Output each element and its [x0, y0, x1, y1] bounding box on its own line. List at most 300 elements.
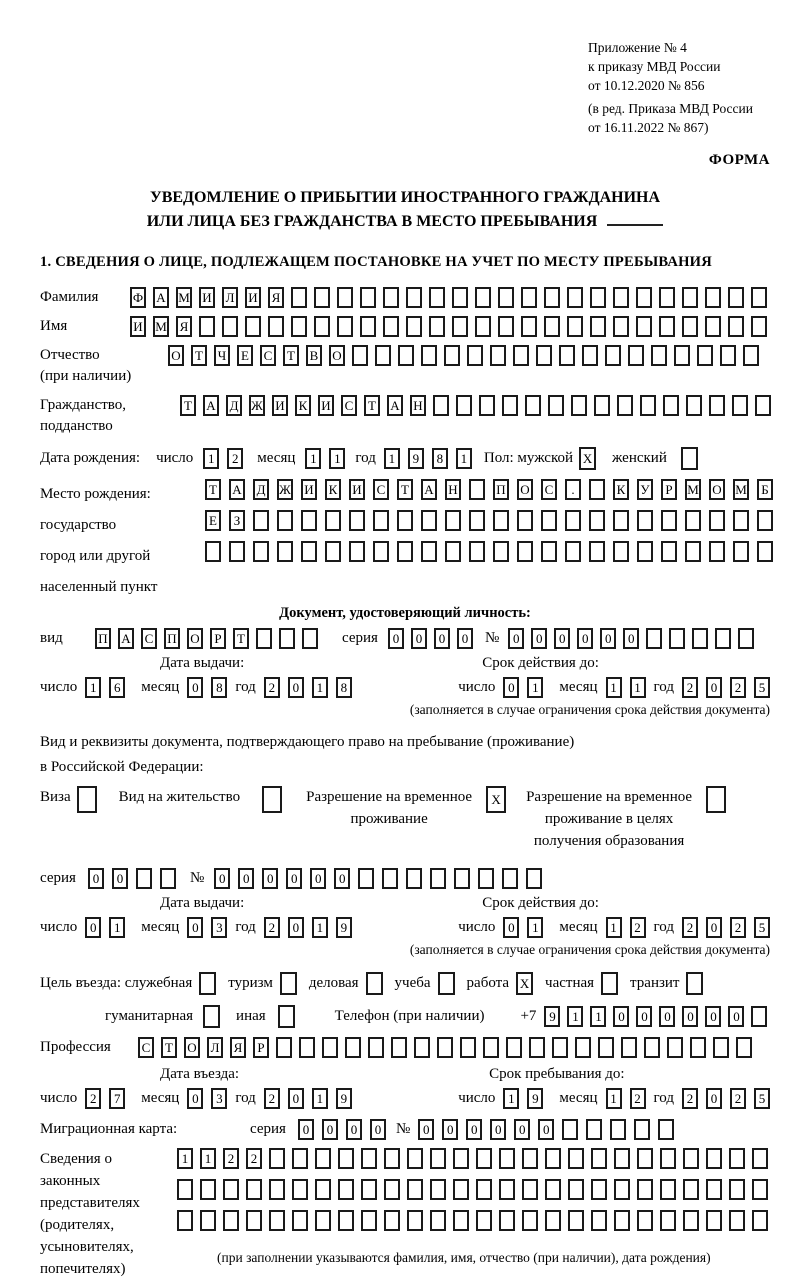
char-cell[interactable]	[729, 1210, 745, 1231]
char-cell[interactable]: 0	[457, 628, 473, 649]
char-cell[interactable]	[437, 1037, 453, 1058]
char-cell[interactable]	[683, 1210, 699, 1231]
char-cell[interactable]: 9	[336, 1088, 352, 1109]
char-cell[interactable]	[690, 1037, 706, 1058]
char-cell[interactable]	[490, 345, 506, 366]
char-cell[interactable]	[384, 1148, 400, 1169]
char-cell[interactable]: 9	[408, 448, 424, 469]
char-cell[interactable]: 9	[544, 1006, 560, 1027]
char-cell[interactable]	[430, 1148, 446, 1169]
checkbox-cell[interactable]	[686, 972, 703, 995]
char-cell[interactable]	[636, 287, 652, 308]
char-cell[interactable]	[568, 1210, 584, 1231]
char-cell[interactable]	[276, 1037, 292, 1058]
char-cell[interactable]	[292, 1210, 308, 1231]
char-cell[interactable]	[498, 287, 514, 308]
char-cell[interactable]	[732, 395, 748, 416]
char-cell[interactable]	[697, 345, 713, 366]
char-cell[interactable]	[222, 316, 238, 337]
char-cell[interactable]: 2	[682, 917, 698, 938]
char-cell[interactable]	[706, 1179, 722, 1200]
char-cell[interactable]	[589, 541, 605, 562]
char-cell[interactable]	[475, 287, 491, 308]
char-cell[interactable]	[200, 1179, 216, 1200]
char-cell[interactable]	[368, 1037, 384, 1058]
char-cell[interactable]: 0	[322, 1119, 338, 1140]
checkbox-cell[interactable]	[199, 972, 216, 995]
char-cell[interactable]	[517, 510, 533, 531]
char-cell[interactable]: О	[517, 479, 533, 500]
char-cell[interactable]	[421, 541, 437, 562]
char-cell[interactable]	[246, 1210, 262, 1231]
char-cell[interactable]: Т	[191, 345, 207, 366]
char-cell[interactable]	[660, 1210, 676, 1231]
char-cell[interactable]: 2	[730, 1088, 746, 1109]
char-cell[interactable]	[757, 541, 773, 562]
char-cell[interactable]	[552, 1037, 568, 1058]
char-cell[interactable]	[610, 1119, 626, 1140]
char-cell[interactable]: 0	[187, 917, 203, 938]
char-cell[interactable]	[476, 1179, 492, 1200]
char-cell[interactable]	[659, 287, 675, 308]
char-cell[interactable]: 2	[223, 1148, 239, 1169]
char-cell[interactable]	[659, 316, 675, 337]
char-cell[interactable]: 0	[418, 1119, 434, 1140]
char-cell[interactable]	[269, 1148, 285, 1169]
char-cell[interactable]: 0	[262, 868, 278, 889]
char-cell[interactable]	[349, 510, 365, 531]
char-cell[interactable]	[391, 1037, 407, 1058]
char-cell[interactable]	[594, 395, 610, 416]
char-cell[interactable]	[291, 287, 307, 308]
char-cell[interactable]	[720, 345, 736, 366]
char-cell[interactable]: М	[685, 479, 701, 500]
char-cell[interactable]: Т	[397, 479, 413, 500]
char-cell[interactable]	[521, 316, 537, 337]
char-cell[interactable]	[545, 1210, 561, 1231]
char-cell[interactable]	[644, 1037, 660, 1058]
char-cell[interactable]	[614, 1148, 630, 1169]
char-cell[interactable]	[223, 1210, 239, 1231]
char-cell[interactable]	[430, 868, 446, 889]
char-cell[interactable]: 6	[109, 677, 125, 698]
char-cell[interactable]: 0	[334, 868, 350, 889]
char-cell[interactable]: П	[164, 628, 180, 649]
char-cell[interactable]: 2	[264, 1088, 280, 1109]
char-cell[interactable]: 5	[754, 1088, 770, 1109]
char-cell[interactable]	[591, 1179, 607, 1200]
char-cell[interactable]	[456, 395, 472, 416]
char-cell[interactable]: 0	[388, 628, 404, 649]
char-cell[interactable]	[660, 1148, 676, 1169]
char-cell[interactable]	[521, 287, 537, 308]
char-cell[interactable]	[177, 1210, 193, 1231]
char-cell[interactable]: 1	[527, 677, 543, 698]
char-cell[interactable]	[314, 316, 330, 337]
char-cell[interactable]	[337, 287, 353, 308]
char-cell[interactable]	[430, 1179, 446, 1200]
char-cell[interactable]	[591, 1210, 607, 1231]
char-cell[interactable]: 0	[286, 868, 302, 889]
char-cell[interactable]	[398, 345, 414, 366]
char-cell[interactable]	[709, 395, 725, 416]
char-cell[interactable]: 3	[211, 1088, 227, 1109]
char-cell[interactable]	[467, 345, 483, 366]
char-cell[interactable]	[406, 868, 422, 889]
char-cell[interactable]: Р	[661, 479, 677, 500]
char-cell[interactable]: 9	[336, 917, 352, 938]
char-cell[interactable]	[628, 345, 644, 366]
checkbox-cell[interactable]	[280, 972, 297, 995]
char-cell[interactable]: 1	[503, 1088, 519, 1109]
char-cell[interactable]: 0	[187, 1088, 203, 1109]
char-cell[interactable]	[253, 510, 269, 531]
char-cell[interactable]: Б	[757, 479, 773, 500]
char-cell[interactable]: 0	[411, 628, 427, 649]
char-cell[interactable]	[705, 287, 721, 308]
char-cell[interactable]	[499, 1210, 515, 1231]
char-cell[interactable]: П	[493, 479, 509, 500]
char-cell[interactable]: 0	[503, 677, 519, 698]
char-cell[interactable]	[733, 541, 749, 562]
char-cell[interactable]: 9	[527, 1088, 543, 1109]
char-cell[interactable]: О	[187, 628, 203, 649]
char-cell[interactable]	[544, 316, 560, 337]
char-cell[interactable]: 1	[177, 1148, 193, 1169]
char-cell[interactable]: 1	[456, 448, 472, 469]
char-cell[interactable]: 1	[312, 917, 328, 938]
char-cell[interactable]	[358, 868, 374, 889]
char-cell[interactable]	[384, 1210, 400, 1231]
checkbox-cell[interactable]: X	[516, 972, 533, 995]
char-cell[interactable]	[613, 541, 629, 562]
char-cell[interactable]: 0	[577, 628, 593, 649]
char-cell[interactable]	[729, 1148, 745, 1169]
char-cell[interactable]	[682, 287, 698, 308]
char-cell[interactable]: 1	[85, 677, 101, 698]
char-cell[interactable]	[705, 316, 721, 337]
char-cell[interactable]	[613, 510, 629, 531]
char-cell[interactable]	[598, 1037, 614, 1058]
char-cell[interactable]	[683, 1148, 699, 1169]
char-cell[interactable]	[565, 541, 581, 562]
char-cell[interactable]	[559, 345, 575, 366]
char-cell[interactable]	[325, 510, 341, 531]
char-cell[interactable]	[493, 510, 509, 531]
char-cell[interactable]	[291, 316, 307, 337]
char-cell[interactable]	[352, 345, 368, 366]
char-cell[interactable]: Н	[410, 395, 426, 416]
char-cell[interactable]	[382, 868, 398, 889]
char-cell[interactable]: 0	[288, 1088, 304, 1109]
char-cell[interactable]	[706, 1210, 722, 1231]
char-cell[interactable]	[502, 868, 518, 889]
char-cell[interactable]	[582, 345, 598, 366]
char-cell[interactable]	[338, 1179, 354, 1200]
char-cell[interactable]: Е	[205, 510, 221, 531]
char-cell[interactable]	[314, 287, 330, 308]
char-cell[interactable]: И	[272, 395, 288, 416]
char-cell[interactable]	[589, 510, 605, 531]
char-cell[interactable]: И	[349, 479, 365, 500]
char-cell[interactable]	[498, 316, 514, 337]
char-cell[interactable]	[499, 1179, 515, 1200]
char-cell[interactable]	[429, 287, 445, 308]
char-cell[interactable]: 0	[112, 868, 128, 889]
char-cell[interactable]	[713, 1037, 729, 1058]
char-cell[interactable]	[752, 1210, 768, 1231]
checkbox-cell[interactable]	[77, 786, 97, 813]
char-cell[interactable]	[567, 287, 583, 308]
char-cell[interactable]	[637, 541, 653, 562]
char-cell[interactable]: 7	[109, 1088, 125, 1109]
char-cell[interactable]: М	[733, 479, 749, 500]
char-cell[interactable]: Т	[233, 628, 249, 649]
char-cell[interactable]: А	[118, 628, 134, 649]
char-cell[interactable]: 8	[336, 677, 352, 698]
char-cell[interactable]: С	[141, 628, 157, 649]
char-cell[interactable]: З	[229, 510, 245, 531]
char-cell[interactable]	[406, 287, 422, 308]
char-cell[interactable]	[337, 316, 353, 337]
char-cell[interactable]	[245, 316, 261, 337]
char-cell[interactable]	[301, 510, 317, 531]
char-cell[interactable]	[479, 395, 495, 416]
checkbox-cell[interactable]: X	[579, 447, 596, 470]
checkbox-cell[interactable]	[203, 1005, 220, 1028]
char-cell[interactable]: 1	[606, 677, 622, 698]
char-cell[interactable]	[617, 395, 633, 416]
char-cell[interactable]: Р	[253, 1037, 269, 1058]
char-cell[interactable]: 0	[508, 628, 524, 649]
checkbox-cell[interactable]	[438, 972, 455, 995]
char-cell[interactable]: Ф	[130, 287, 146, 308]
char-cell[interactable]: 0	[706, 677, 722, 698]
char-cell[interactable]: Т	[180, 395, 196, 416]
char-cell[interactable]	[277, 510, 293, 531]
char-cell[interactable]: 0	[214, 868, 230, 889]
char-cell[interactable]	[499, 1148, 515, 1169]
char-cell[interactable]: 0	[238, 868, 254, 889]
char-cell[interactable]	[483, 1037, 499, 1058]
char-cell[interactable]	[590, 287, 606, 308]
char-cell[interactable]	[663, 395, 679, 416]
char-cell[interactable]: С	[341, 395, 357, 416]
char-cell[interactable]	[452, 316, 468, 337]
char-cell[interactable]	[476, 1148, 492, 1169]
char-cell[interactable]	[751, 287, 767, 308]
char-cell[interactable]	[453, 1210, 469, 1231]
char-cell[interactable]: Л	[222, 287, 238, 308]
char-cell[interactable]: 0	[705, 1006, 721, 1027]
char-cell[interactable]	[685, 510, 701, 531]
char-cell[interactable]	[575, 1037, 591, 1058]
char-cell[interactable]	[613, 287, 629, 308]
char-cell[interactable]: 0	[442, 1119, 458, 1140]
char-cell[interactable]: 0	[636, 1006, 652, 1027]
char-cell[interactable]: 1	[606, 1088, 622, 1109]
char-cell[interactable]	[661, 541, 677, 562]
char-cell[interactable]: 0	[728, 1006, 744, 1027]
char-cell[interactable]	[361, 1179, 377, 1200]
char-cell[interactable]	[375, 345, 391, 366]
char-cell[interactable]	[338, 1210, 354, 1231]
char-cell[interactable]	[548, 395, 564, 416]
char-cell[interactable]	[752, 1179, 768, 1200]
char-cell[interactable]	[522, 1148, 538, 1169]
char-cell[interactable]	[637, 1210, 653, 1231]
checkbox-cell[interactable]	[706, 786, 726, 813]
char-cell[interactable]	[299, 1037, 315, 1058]
char-cell[interactable]	[683, 1179, 699, 1200]
char-cell[interactable]	[414, 1037, 430, 1058]
char-cell[interactable]: 2	[264, 917, 280, 938]
char-cell[interactable]	[646, 628, 662, 649]
char-cell[interactable]	[506, 1037, 522, 1058]
char-cell[interactable]	[525, 395, 541, 416]
char-cell[interactable]	[637, 1148, 653, 1169]
char-cell[interactable]	[469, 510, 485, 531]
char-cell[interactable]: А	[203, 395, 219, 416]
char-cell[interactable]: Я	[230, 1037, 246, 1058]
char-cell[interactable]: А	[229, 479, 245, 500]
checkbox-cell[interactable]: X	[486, 786, 506, 813]
char-cell[interactable]	[541, 510, 557, 531]
char-cell[interactable]: К	[325, 479, 341, 500]
char-cell[interactable]: 5	[754, 677, 770, 698]
char-cell[interactable]	[667, 1037, 683, 1058]
char-cell[interactable]	[752, 1148, 768, 1169]
char-cell[interactable]: А	[387, 395, 403, 416]
char-cell[interactable]	[513, 345, 529, 366]
char-cell[interactable]	[301, 541, 317, 562]
char-cell[interactable]	[571, 395, 587, 416]
char-cell[interactable]	[685, 541, 701, 562]
char-cell[interactable]	[568, 1148, 584, 1169]
char-cell[interactable]	[361, 1148, 377, 1169]
char-cell[interactable]	[445, 510, 461, 531]
char-cell[interactable]	[338, 1148, 354, 1169]
char-cell[interactable]: 8	[211, 677, 227, 698]
char-cell[interactable]	[407, 1210, 423, 1231]
char-cell[interactable]	[453, 1148, 469, 1169]
char-cell[interactable]	[567, 316, 583, 337]
char-cell[interactable]: 0	[600, 628, 616, 649]
char-cell[interactable]	[384, 1179, 400, 1200]
char-cell[interactable]	[738, 628, 754, 649]
char-cell[interactable]	[345, 1037, 361, 1058]
char-cell[interactable]: И	[199, 287, 215, 308]
char-cell[interactable]	[406, 316, 422, 337]
char-cell[interactable]: 2	[730, 677, 746, 698]
char-cell[interactable]	[160, 868, 176, 889]
char-cell[interactable]	[658, 1119, 674, 1140]
char-cell[interactable]: 0	[187, 677, 203, 698]
char-cell[interactable]: Т	[161, 1037, 177, 1058]
char-cell[interactable]: 0	[288, 917, 304, 938]
char-cell[interactable]: 0	[623, 628, 639, 649]
char-cell[interactable]: 1	[109, 917, 125, 938]
char-cell[interactable]	[733, 510, 749, 531]
checkbox-cell[interactable]	[601, 972, 618, 995]
char-cell[interactable]: С	[138, 1037, 154, 1058]
char-cell[interactable]: 0	[554, 628, 570, 649]
char-cell[interactable]	[475, 316, 491, 337]
char-cell[interactable]: 0	[88, 868, 104, 889]
char-cell[interactable]	[476, 1210, 492, 1231]
char-cell[interactable]	[421, 345, 437, 366]
char-cell[interactable]: 0	[514, 1119, 530, 1140]
char-cell[interactable]	[709, 541, 725, 562]
char-cell[interactable]	[277, 541, 293, 562]
char-cell[interactable]	[614, 1210, 630, 1231]
char-cell[interactable]: 0	[613, 1006, 629, 1027]
char-cell[interactable]: 2	[264, 677, 280, 698]
char-cell[interactable]: 1	[384, 448, 400, 469]
char-cell[interactable]	[493, 541, 509, 562]
char-cell[interactable]	[562, 1119, 578, 1140]
char-cell[interactable]: 2	[730, 917, 746, 938]
char-cell[interactable]	[591, 1148, 607, 1169]
char-cell[interactable]	[460, 1037, 476, 1058]
char-cell[interactable]	[383, 316, 399, 337]
char-cell[interactable]	[136, 868, 152, 889]
char-cell[interactable]: 0	[503, 917, 519, 938]
char-cell[interactable]	[669, 628, 685, 649]
char-cell[interactable]: 0	[434, 628, 450, 649]
char-cell[interactable]: 3	[211, 917, 227, 938]
char-cell[interactable]: К	[295, 395, 311, 416]
char-cell[interactable]	[383, 287, 399, 308]
char-cell[interactable]: Ч	[214, 345, 230, 366]
char-cell[interactable]	[605, 345, 621, 366]
char-cell[interactable]: Т	[364, 395, 380, 416]
char-cell[interactable]: 1	[203, 448, 219, 469]
char-cell[interactable]: О	[329, 345, 345, 366]
char-cell[interactable]: О	[184, 1037, 200, 1058]
char-cell[interactable]	[522, 1210, 538, 1231]
char-cell[interactable]	[454, 868, 470, 889]
char-cell[interactable]	[407, 1148, 423, 1169]
char-cell[interactable]	[517, 541, 533, 562]
char-cell[interactable]: Д	[226, 395, 242, 416]
char-cell[interactable]	[545, 1148, 561, 1169]
char-cell[interactable]: Ж	[277, 479, 293, 500]
char-cell[interactable]	[706, 1148, 722, 1169]
char-cell[interactable]	[590, 316, 606, 337]
char-cell[interactable]: 1	[630, 677, 646, 698]
char-cell[interactable]: 0	[298, 1119, 314, 1140]
char-cell[interactable]	[360, 316, 376, 337]
char-cell[interactable]: 0	[538, 1119, 554, 1140]
char-cell[interactable]: 0	[85, 917, 101, 938]
char-cell[interactable]	[397, 510, 413, 531]
char-cell[interactable]: 1	[606, 917, 622, 938]
char-cell[interactable]	[429, 316, 445, 337]
char-cell[interactable]	[478, 868, 494, 889]
char-cell[interactable]	[322, 1037, 338, 1058]
char-cell[interactable]	[469, 479, 485, 500]
char-cell[interactable]	[269, 1210, 285, 1231]
char-cell[interactable]: 0	[310, 868, 326, 889]
char-cell[interactable]: У	[637, 479, 653, 500]
char-cell[interactable]: О	[168, 345, 184, 366]
char-cell[interactable]	[589, 479, 605, 500]
char-cell[interactable]	[292, 1179, 308, 1200]
char-cell[interactable]: 1	[590, 1006, 606, 1027]
char-cell[interactable]	[660, 1179, 676, 1200]
char-cell[interactable]: 0	[659, 1006, 675, 1027]
